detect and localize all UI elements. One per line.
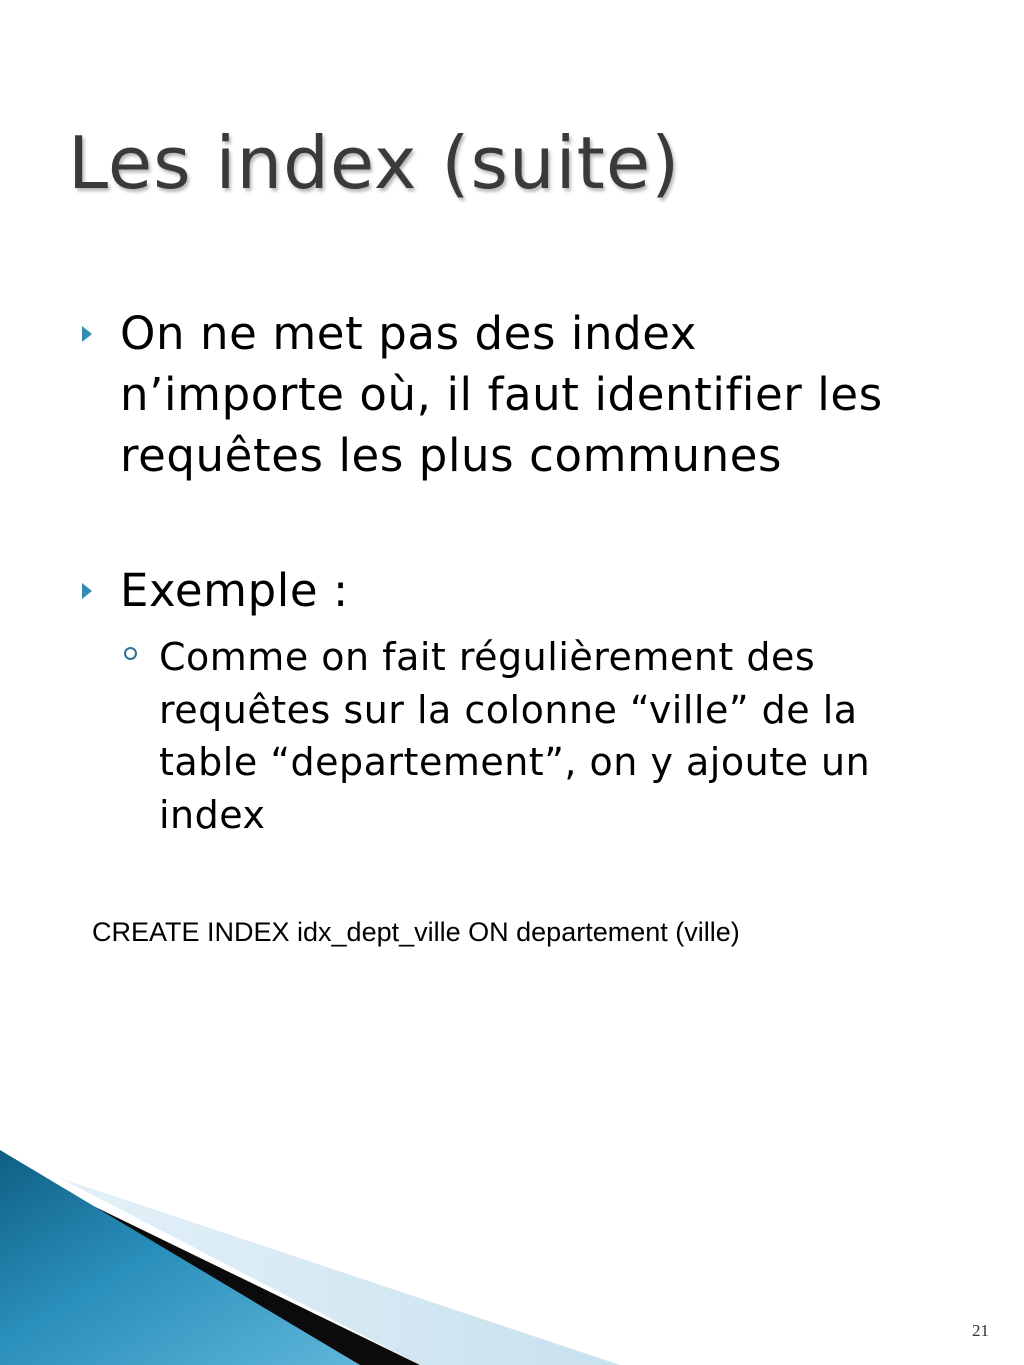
page-number: 21 xyxy=(972,1321,989,1340)
triangle-bullet-icon xyxy=(82,583,92,599)
sql-code-line: CREATE INDEX idx_dept_ville ON departement (ville) xyxy=(92,917,740,947)
sub-bullet-line: table “departement”, on y ajoute un xyxy=(159,740,871,784)
bullet-line: requêtes les plus communes xyxy=(120,429,783,482)
bullet-line: On ne met pas des index xyxy=(120,307,698,360)
triangle-bullet-icon xyxy=(82,326,92,342)
blue-wedge xyxy=(0,1150,360,1365)
sub-bullet-line: requêtes sur la colonne “ville” de la xyxy=(159,687,858,732)
bullet-line: n’importe où, il faut identifier les xyxy=(120,368,883,421)
bullet-line: Exemple : xyxy=(120,564,349,617)
corner-decoration xyxy=(0,1140,620,1365)
sub-bullet-line: Comme on fait régulièrement des xyxy=(159,635,816,679)
circle-bullet-icon xyxy=(124,647,137,660)
sub-bullet-line: index xyxy=(159,792,266,837)
slide-title: Les index (suite) xyxy=(68,121,681,205)
